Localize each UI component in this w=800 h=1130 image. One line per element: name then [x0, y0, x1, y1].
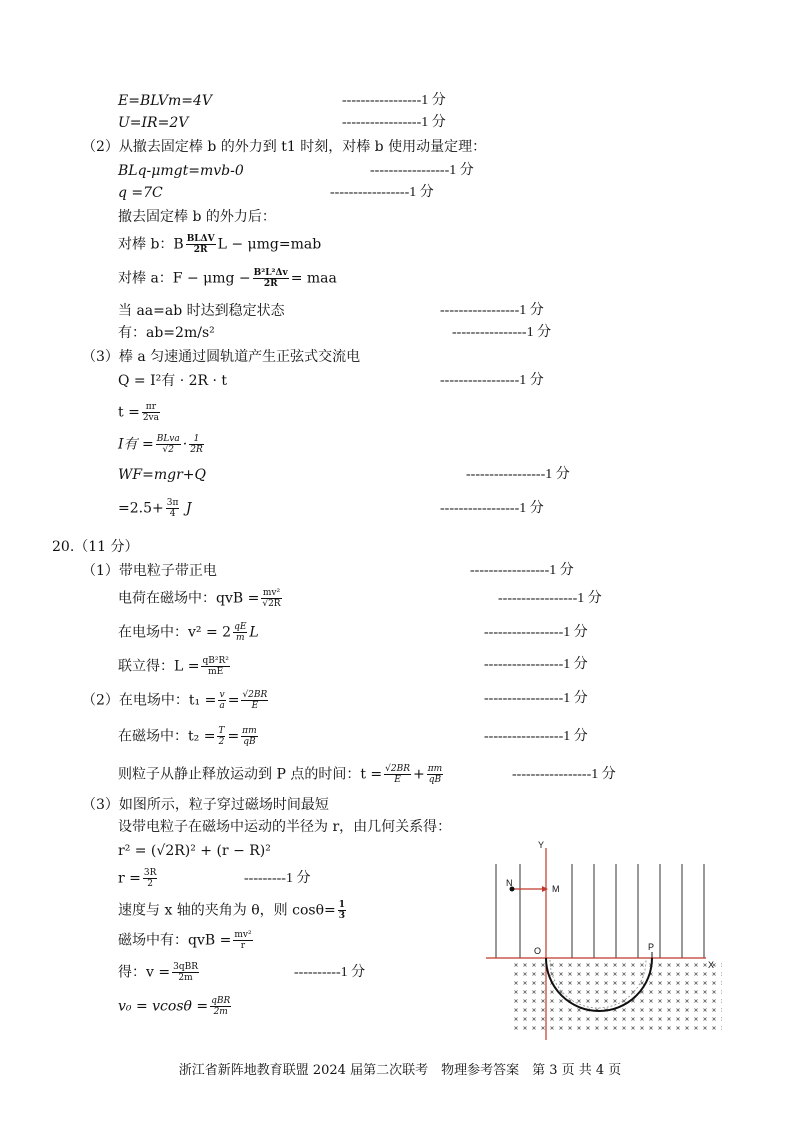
equation-part: 磁场中有：qvB =: [118, 932, 232, 949]
equation-part: 得：v =: [118, 964, 171, 981]
equation-part: =2.5+: [118, 500, 164, 517]
score-mark: -----------------1 分: [498, 591, 602, 606]
score-mark: -----------------1 分: [440, 303, 544, 318]
equation-combined-L: [118, 656, 232, 677]
equation-part: 电荷在磁场中：qvB =: [118, 590, 260, 607]
equation-acceleration: 有：ab=2m/s²: [118, 325, 215, 341]
score-mark: ---------1 分: [244, 871, 311, 886]
numerator: 3π: [166, 498, 179, 508]
denominator: 2R: [263, 279, 278, 289]
equation-velocity: [118, 962, 201, 983]
score-mark: -----------------1 分: [330, 185, 434, 200]
equation-t1: [82, 690, 270, 711]
equation-work: WF=mgr+Q: [118, 467, 206, 483]
fraction: [261, 588, 281, 609]
subquestion-3-heading-q20: （3）如图所示，粒子穿过磁场时间最短: [82, 797, 329, 813]
equation-part: J: [185, 500, 192, 517]
point-m-label: M: [552, 884, 560, 894]
question-20-heading: 20.（11 分）: [52, 539, 139, 555]
equation-part: 对棒 b：B: [118, 236, 184, 253]
score-mark: -----------------1 分: [440, 501, 544, 516]
fraction: [233, 622, 247, 643]
equation-time: [118, 402, 162, 423]
fraction: [210, 996, 231, 1017]
x-axis-label: X: [708, 960, 715, 970]
fraction: [166, 498, 180, 519]
equation-heat: Q = I²有 · 2R · t: [118, 373, 228, 389]
fraction: [241, 726, 257, 747]
equation-magnetic-velocity: [118, 930, 255, 951]
field-diagram: [486, 836, 736, 1046]
fraction: [156, 434, 181, 455]
score-mark: -----------------1 分: [440, 373, 544, 388]
denominator: 2m: [213, 1007, 228, 1017]
equation-voltage: U=IR=2V: [118, 115, 189, 131]
equation-work-value: [118, 498, 191, 519]
fraction: [143, 868, 158, 889]
denominator: 2R: [193, 245, 208, 255]
numerator: BLva: [156, 434, 180, 444]
equation-momentum: BLq-μmgt=mvb-0: [118, 163, 244, 179]
score-mark: -----------------1 分: [342, 93, 446, 108]
equation-part: （2）在电场中：t₁ =: [82, 692, 217, 709]
fraction: [189, 434, 204, 455]
numerator: mv²: [262, 588, 281, 598]
numerator: √2BR: [242, 690, 268, 700]
numerator: B²L²Δv: [253, 268, 288, 278]
equation-part: 在电场中：v² = 2: [118, 624, 232, 641]
score-mark: ----------1 分: [294, 965, 366, 980]
denominator: mE: [208, 667, 224, 677]
equation-total-time: [118, 764, 445, 785]
score-mark: -----------------1 分: [342, 115, 446, 130]
origin-label: O: [534, 946, 542, 956]
denominator: 3: [338, 911, 346, 921]
equation-rod-b: [118, 234, 321, 255]
numerator: BLΔV: [186, 234, 215, 244]
equation-radius: [118, 868, 159, 889]
equation-t2: [118, 726, 260, 747]
equation-part: 联立得：L =: [118, 658, 200, 675]
numerator: qE: [234, 622, 247, 632]
equation-angle: [118, 900, 348, 921]
denominator: qB: [243, 737, 256, 747]
text-radius-setup: 设带电粒子在磁场中运动的半径为 r，由几何关系得：: [118, 819, 452, 835]
fraction: [172, 962, 199, 983]
y-axis-label: Y: [538, 840, 545, 850]
fraction: [241, 690, 268, 711]
equation-part: = maa: [290, 270, 337, 287]
denominator: 2va: [142, 413, 159, 423]
equation-part: L − μmg=mab: [217, 236, 322, 253]
numerator: 3qBR: [173, 962, 198, 972]
numerator: πm: [242, 726, 257, 736]
page-footer: 浙江省新阵地教育联盟 2024 届第二次联考 物理参考答案 第 3 页 共 4 页: [178, 1063, 622, 1078]
numerator: 1: [338, 900, 346, 910]
equation-part: 则粒子从静止释放运动到 P 点的时间：t =: [118, 766, 383, 783]
equation-electric-field: [118, 622, 259, 643]
denominator: qB: [428, 775, 442, 785]
text-after-remove-force: 撤去固定棒 b 的外力后：: [118, 209, 276, 225]
equation-part: +: [413, 766, 425, 783]
equation-part: 对棒 a：F − μmg −: [118, 270, 251, 287]
electric-field-lines: [496, 864, 704, 958]
equation-part: I有 =: [118, 436, 154, 453]
equation-initial-velocity: [118, 996, 233, 1017]
subquestion-2-heading: （2）从撤去固定棒 b 的外力到 t1 时刻，对棒 b 使用动量定理：: [82, 139, 487, 155]
equation-part: L: [249, 624, 259, 641]
numerator: v: [219, 690, 225, 700]
denominator: E: [394, 775, 401, 785]
numerator: 1: [189, 434, 204, 445]
score-mark: -----------------1 分: [484, 691, 588, 706]
fraction: [218, 690, 225, 711]
fraction: [233, 930, 252, 951]
score-mark: -----------------1 分: [370, 163, 474, 178]
equation-part: =: [227, 692, 240, 709]
score-mark: ----------------1 分: [452, 325, 552, 340]
denominator: E: [251, 701, 259, 711]
equation-effective-current: I有 = $\frac{\text{BLva}}{√2}$ · $\frac{1}{2R}$: [118, 434, 203, 455]
equation-part: v₀ = vcosθ =: [118, 998, 209, 1015]
numerator: qB²R²: [202, 656, 229, 666]
equation-part: =: [227, 728, 240, 745]
subquestion-3-heading: （3）棒 a 匀速通过圆轨道产生正弦式交流电: [82, 349, 361, 365]
numerator: √2BR: [385, 764, 410, 774]
score-mark: -----------------1 分: [484, 625, 588, 640]
numerator: qBR: [211, 996, 231, 1006]
equation-part: t =: [118, 404, 140, 421]
equation-geometry: r² = (√2R)² + (r − R)²: [118, 843, 271, 859]
fraction: [338, 900, 346, 921]
numerator: T: [218, 726, 225, 736]
fraction: [142, 402, 160, 423]
score-mark: -----------------1 分: [470, 563, 574, 578]
fraction: [253, 268, 289, 289]
fraction: [427, 764, 443, 785]
denominator: a: [219, 701, 225, 711]
denominator: 2R: [190, 445, 203, 455]
equation-rod-a: [118, 268, 337, 289]
equation-emf: E=BLVm=4V: [118, 93, 213, 109]
denominator: 2m: [178, 973, 193, 983]
score-mark: -----------------1 分: [484, 657, 588, 672]
subquestion-1-heading: （1）带电粒子带正电: [82, 563, 217, 579]
fraction: [186, 234, 216, 255]
text-steady-state: 当 aa=ab 时达到稳定状态: [118, 303, 285, 319]
denominator: 2: [218, 737, 225, 747]
numerator: πr: [142, 402, 160, 413]
point-p-label: P: [648, 942, 655, 952]
denominator: 4: [169, 509, 176, 519]
fraction: [201, 656, 229, 677]
equation-charge: q =7C: [118, 185, 163, 201]
numerator: πm: [427, 764, 443, 774]
score-mark: -----------------1 分: [466, 467, 570, 482]
fraction: [217, 726, 225, 747]
numerator: mv²: [234, 930, 252, 940]
score-mark: -----------------1 分: [484, 729, 588, 744]
denominator: 2: [147, 879, 153, 889]
equation-part: r =: [118, 870, 141, 887]
denominator: √2R: [262, 599, 281, 609]
equation-magnetic-force: [118, 588, 284, 609]
equation-part: 速度与 x 轴的夹角为 θ，则 cosθ=: [118, 902, 336, 919]
magnetic-field-region: [514, 958, 722, 1034]
denominator: r: [240, 941, 246, 951]
equation-part: 在磁场中：t₂ =: [118, 728, 216, 745]
score-mark: -----------------1 分: [512, 767, 616, 782]
denominator: √2: [162, 445, 174, 455]
point-n-label: N: [506, 878, 513, 888]
fraction: [384, 764, 411, 785]
numerator: 3R: [143, 868, 157, 878]
denominator: m: [235, 633, 245, 643]
